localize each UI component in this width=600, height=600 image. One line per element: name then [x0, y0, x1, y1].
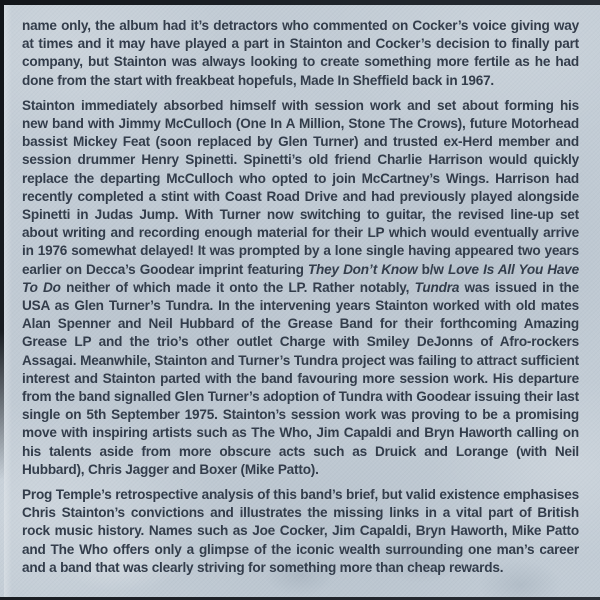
liner-notes-paragraph — [22, 17, 579, 90]
song-title-italic: Love Is All You Have To Do — [22, 261, 579, 295]
song-title-italic: Tundra — [414, 279, 460, 295]
body-text: b/w — [417, 261, 448, 277]
scan-inner-highlight — [4, 5, 12, 600]
scan-edge-left — [0, 0, 4, 600]
song-title-italic: They Don’t Know — [307, 261, 418, 277]
liner-notes-paragraph — [22, 97, 579, 479]
body-text: Stainton immediately absorbed himself with session work and set about forming his new band with Jimmy McCulloch (One In A Million, Stone The Crows), future Motorhead bassist Mickey Feat (soon replaced by Glen Turner) and trusted ex-Herd member and session drummer Henry Spinetti. Spinetti’s old friend Charlie Harrison would quickly replace the departing McCulloch who opted to join McCartney’s Wings. Harrison had recently completed a stint with Coast Road Drive and had previously played alongside Spinetti in Judas Jump. With Turner now switching to guitar, the revised line-up set about writing and recording enough material for their LP which would eventually arrive in 1976 somewhat delayed! It was prompted by a lone single having appeared two years earlier on Decca’s Goodear imprint featuring — [22, 97, 579, 277]
liner-notes-text — [22, 17, 579, 577]
body-text: was issued in the USA as Glen Turner’s Tundra. In the intervening years Stainton worked with old mates Alan Spenner and Neil Hubbard of the Grease Band for their forthcoming Amazing Grease LP and the trio’s other outlet Charge with Smiley DeJonns of Afro-rockers Assagai. Meanwhile, Stainton and Turner’s Tundra project was failing to attract sufficient interest and Stainton parted with the band favouring more session work. His departure from the band signalled Glen Turner’s adoption of Tundra with Goodear issuing their last single on 5th September 1975. Stainton’s session work was proving to be a promising move with inspiring artists such as The Who, Jim Capaldi and Bryn Haworth calling on his talents aside from more obscure acts such as Druick and Lorange (with Neil Hubbard), Chris Jagger and Boxer (Mike Patto). — [22, 279, 579, 477]
liner-notes-paragraph — [22, 486, 579, 577]
body-text: name only, the album had it’s detractors who commented on Cocker’s voice giving way at times and it may have played a part in Stainton and Cocker’s decision to finally part company, but Stainton was always looking to create something more fertile as he had done from the start with freakbeat hopefuls, Made In Sheffield back in 1967. — [22, 18, 579, 88]
scan-edge-top — [0, 0, 600, 5]
body-text: Prog Temple’s retrospective analysis of this band’s brief, but valid existence emphasises Chris Stainton’s convictions and illustrates the missing links in a vital part of British rock music history. Names such as Joe Cocker, Jim Capaldi, Bryn Haworth, Mike Patto and The Who offers only a glimpse of the iconic wealth surrounding one man’s career and a band that was clearly striving for something more than cheap rewards. — [22, 487, 579, 575]
body-text: neither of which made it onto the LP. Rather notably, — [60, 279, 415, 295]
